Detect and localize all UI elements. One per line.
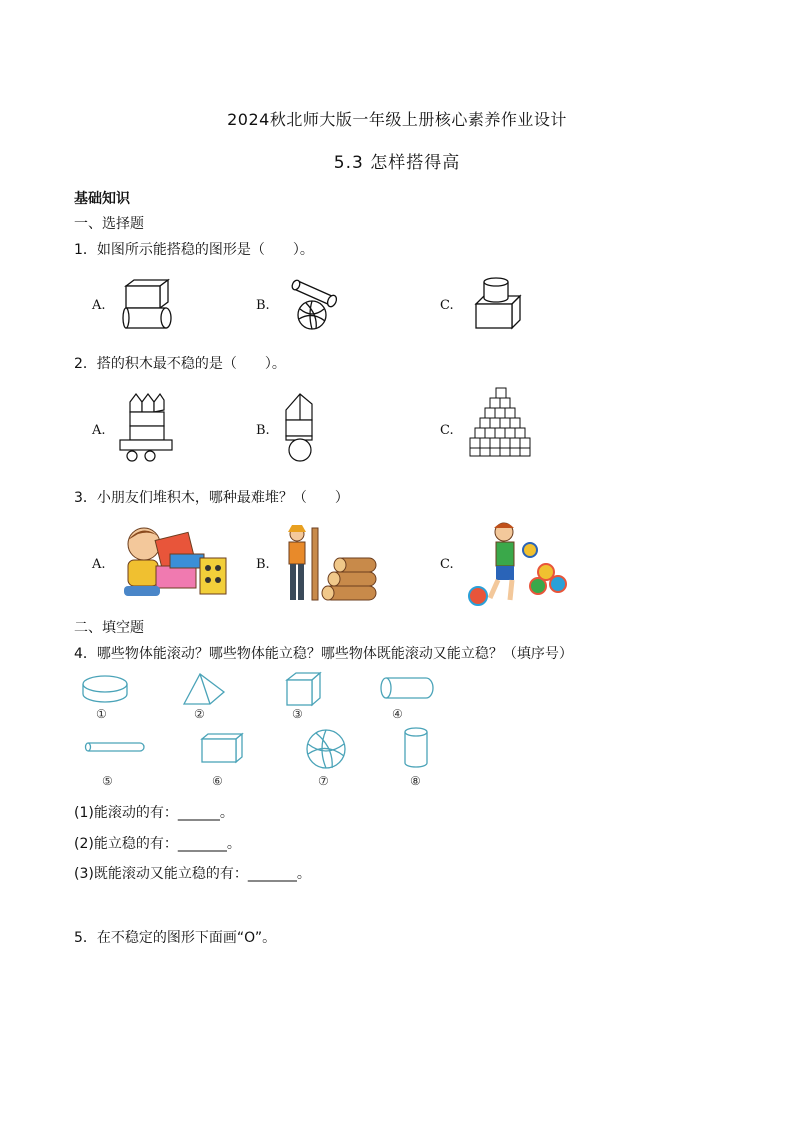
q3-option-b-label: B.	[256, 557, 270, 572]
section-basics: 基础知识	[74, 191, 130, 207]
shape-7-ball	[304, 728, 348, 770]
q4-sub1: (1)能滚动的有：______。	[74, 805, 234, 821]
q1-option-c-figure	[472, 274, 524, 332]
question-5-text: 5．在不稳定的图形下面画“O”。	[74, 930, 277, 946]
q3-option-a-label: A.	[92, 557, 106, 572]
shape-3-label: ③	[292, 707, 303, 721]
q1-option-b-label: B.	[256, 298, 270, 313]
q2-option-c-label: C.	[440, 423, 454, 438]
q1-option-b-figure	[290, 275, 342, 331]
shape-1-label: ①	[96, 707, 107, 721]
q3-option-c-image	[464, 520, 574, 608]
q1-option-a-figure	[118, 278, 176, 332]
shape-4-cylinder-lying	[378, 676, 436, 700]
shape-5-label: ⑤	[102, 774, 113, 788]
q1-option-a-label: A.	[92, 298, 106, 313]
question-2-text: 2．搭的积木最不稳的是（ ）。	[74, 356, 286, 372]
question-3-text: 3．小朋友们堆积木，哪种最难堆？（ ）	[74, 490, 349, 506]
q3-option-b-image	[282, 522, 382, 606]
q2-option-c-figure	[468, 386, 538, 458]
q2-option-a-figure	[116, 392, 176, 464]
q3-option-c-label: C.	[440, 557, 454, 572]
shape-4-label: ④	[392, 707, 403, 721]
q4-sub2: (2)能立稳的有：_______。	[74, 836, 241, 852]
q1-option-c-label: C.	[440, 298, 454, 313]
q4-sub3: (3)既能滚动又能立稳的有：_______。	[74, 866, 311, 882]
question-4-text: 4．哪些物体能滚动？哪些物体能立稳？哪些物体既能滚动又能立稳？（填序号）	[74, 646, 573, 662]
shape-2-label: ②	[194, 707, 205, 721]
page-subtitle: 5.3 怎样搭得高	[333, 153, 461, 173]
shape-2-prism	[180, 670, 228, 708]
section-fill: 二、填空题	[74, 620, 144, 636]
question-1-text: 1．如图所示能搭稳的图形是（ ）。	[74, 242, 314, 258]
shape-6-box	[198, 731, 246, 765]
page-title: 2024秋北师大版一年级上册核心素养作业设计	[227, 110, 567, 129]
q2-option-b-label: B.	[256, 423, 270, 438]
shape-8-cylinder-standing	[402, 726, 430, 770]
shape-8-label: ⑧	[410, 774, 421, 788]
q2-option-a-label: A.	[92, 423, 106, 438]
shape-7-label: ⑦	[318, 774, 329, 788]
section-choice: 一、选择题	[74, 216, 144, 232]
q2-option-b-figure	[282, 392, 322, 464]
q3-option-a-image	[118, 522, 230, 598]
shape-1-disc	[80, 674, 130, 706]
shape-3-cube	[284, 670, 324, 708]
shape-6-label: ⑥	[212, 774, 223, 788]
shape-5-rod	[84, 741, 146, 753]
